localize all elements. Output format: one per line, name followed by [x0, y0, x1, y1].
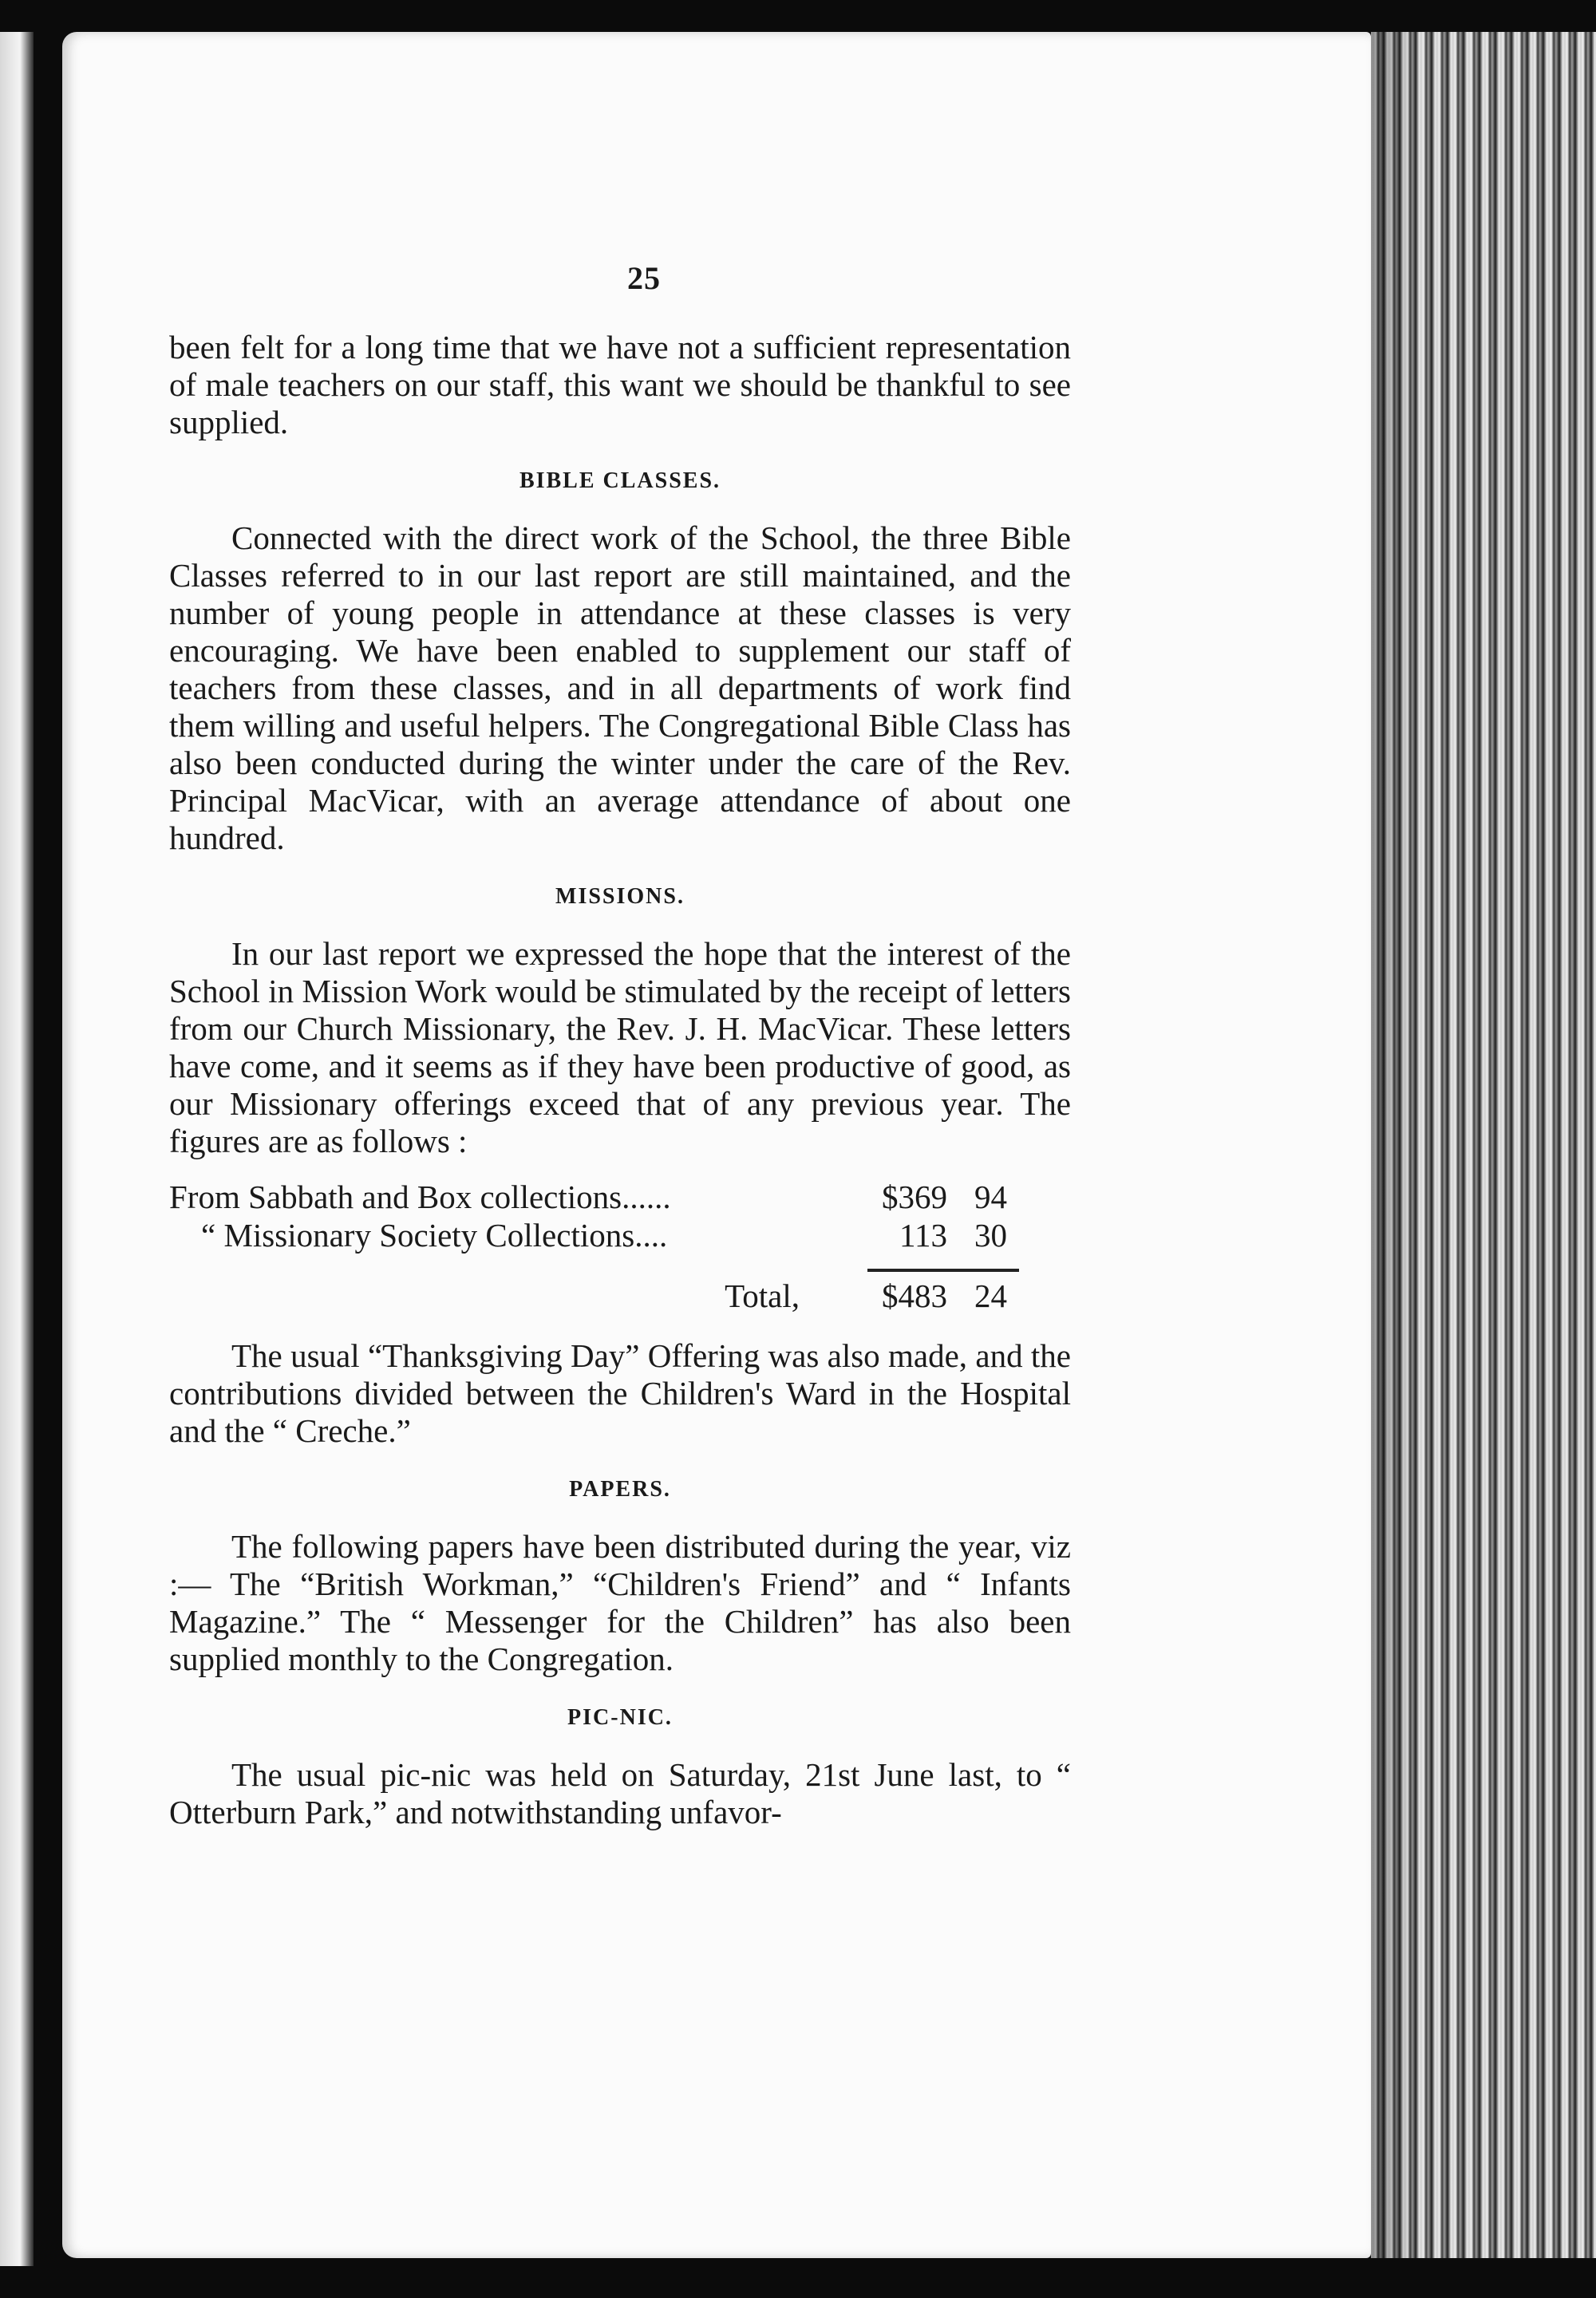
papers-paragraph: The following papers have been distributed during the year, viz :— The “British Workman,” “Children's Friend” and “ Infants Magazine.” The “ Messenger for the Children” has also been supplied monthly to the Congregation. [169, 1528, 1071, 1677]
missions-figures-table [169, 1178, 1071, 1315]
picnic-paragraph: The usual pic-nic was held on Saturday, 21st June last, to “ Otterburn Park,” and notwithstanding unfavor- [169, 1756, 1071, 1830]
heading-missions: MISSIONS. [555, 884, 685, 909]
total-cents: 24 [974, 1277, 1007, 1314]
page-text [169, 259, 1071, 1831]
heading-papers: PAPERS. [569, 1477, 671, 1502]
page-gutter-shadow [1371, 32, 1419, 2258]
intro-paragraph: been felt for a long time that we have not a sufficient representation of male teachers on our staff, this want we should be thankful to see supplied. [169, 329, 1071, 440]
page-number: 25 [627, 260, 661, 296]
figures-row-label: “ Missionary Society Collections.... [201, 1217, 668, 1254]
total-label: Total, [725, 1277, 800, 1314]
figures-row-dollars: 113 [899, 1217, 947, 1254]
missions-paragraph: In our last report we expressed the hope that the interest of the School in Mission Work would be stimulated by the receipt of letters from our Church Missionary, the Rev. J. H. MacVicar. These letters have come, and it seems as if they have been productive of good, as our Missionary offerings exceed that of any previous year. The figures are as follows : [169, 935, 1071, 1159]
figures-total-row [169, 1277, 1071, 1315]
bible-classes-paragraph: Connected with the direct work of the School, the three Bible Classes referred to in our last report are still maintained, and the number of young people in attendance at these classes is very encouraging. We have been enabled to supplement our staff of teachers from these classes, and in all departments of work find them willing and useful helpers. The Congregational Bible Class has also been conducted during the winter under the care of the Rev. Principal MacVicar, with an average attendance of about one hundred. [169, 519, 1071, 856]
thanksgiving-paragraph: The usual “Thanksgiving Day” Offering was also made, and the contributions divided between the Children's Ward in the Hospital and the “ Creche.” [169, 1337, 1071, 1449]
figures-row-label: From Sabbath and Box collections...... [169, 1179, 671, 1215]
figures-row-cents: 94 [974, 1179, 1007, 1215]
heading-bible-classes: BIBLE CLASSES. [519, 468, 721, 493]
figures-row-dollars: $369 [882, 1179, 947, 1215]
facing-page-edge [0, 32, 34, 2266]
total-dollars: $483 [882, 1277, 947, 1314]
total-rule [867, 1269, 1019, 1272]
heading-picnic: PIC-NIC. [567, 1705, 673, 1730]
figures-row [169, 1178, 1071, 1216]
figures-row [169, 1216, 1071, 1254]
figures-row-cents: 30 [974, 1217, 1007, 1254]
